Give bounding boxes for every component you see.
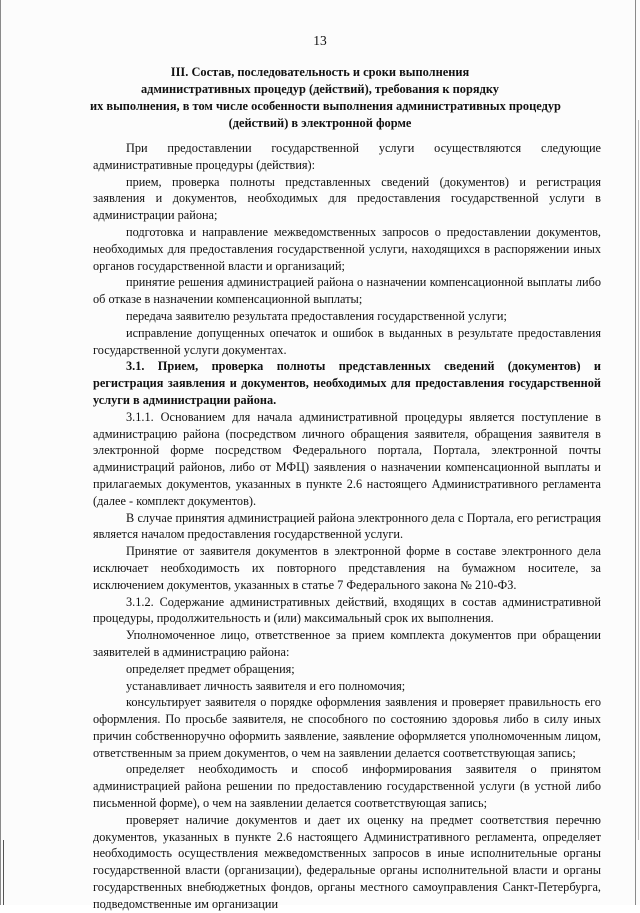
paragraph: При предоставлении государственной услуги осуществляются следующие административные процедуры (действия): (93, 141, 601, 172)
page-right-edge (635, 0, 636, 905)
paragraph: 3.1.2. Содержание административных действий, входящих в состав административной процедуры, продолжительность и (или) максимальный срок их выполнения. (93, 594, 601, 626)
paragraph: устанавливает личность заявителя и его полномочия; (126, 678, 406, 693)
paragraph: определяет предмет обращения; (126, 661, 295, 676)
section-heading-line: (действий) в электронной форме (228, 116, 412, 130)
paragraph: 3.1.1. Основанием для начала административной процедуры является поступление в администрацию района (посредством личного обращения заявителя, обращения заявителя в электронной форме посредством Федерального портала, Портала, электронной почты администраций районов, либо от МФЦ) заявления о назначении компенсационной выплаты и прилагаемых документов, указанных в пункте 2.6 настоящего Административного регламента (далее - комплект документов). (93, 409, 601, 508)
section-heading-line: III. Состав, последовательность и сроки выполнения (170, 65, 470, 79)
section-heading-line: административных процедур (действий), требования к порядку (140, 82, 499, 96)
paragraph: определяет необходимость и способ информирования заявителя о принятом администрацией района решении по предоставлению государственной услуги (в устной либо письменной форме), о чем на заявлении делается соответствующая запись; (93, 762, 601, 811)
paragraph: передача заявителю результата предоставления государственной услуги; (126, 308, 507, 323)
paragraph: консультирует заявителя о порядке оформления заявления и проверяет правильность его оформления. По просьбе заявителя, не способного по состоянию здоровья либо в силу иных причин собственноручно оформить заявление, заявление оформляется уполномоченным лицом, ответственным за прием документов, о чем на заявлении делается соответствующая запись; (93, 695, 601, 760)
paragraph: прием, проверка полноты представленных сведений (документов) и регистрация заявления и документов, необходимых для предоставления государственной услуги в администрации района; (93, 174, 601, 223)
page-number: 13 (313, 33, 327, 48)
paragraph: подготовка и направление межведомственных запросов о предоставлении документов, необходимых для предоставления государственной услуги, находящихся в распоряжении иных органов государственной власти и организаций; (93, 224, 601, 273)
paragraph: Уполномоченное лицо, ответственное за прием комплекта документов при обращении заявителей в администрацию района: (93, 628, 601, 659)
page-left-edge (0, 0, 1, 905)
paragraph: проверяет наличие документов и дает их оценку на предмет соответствия перечню документов, указанных в пункте 2.6 настоящего Административного регламента, определяет необходимость осуществления межведомственных запросов в иные исполнительные органы государственной власти (организации), федеральные органы исполнительной власти и органы государственных внебюджетных фондов, органы местного самоуправления Санкт-Петербурга, подведомственные им организации (93, 812, 601, 911)
paragraph: Принятие от заявителя документов в электронной форме в составе электронного дела исключает необходимость их повторного представления на бумажном носителе, за исключением документов, указанных в статье 7 Федерального закона № 210-ФЗ. (93, 544, 601, 592)
subsection-heading-paragraph: 3.1. Прием, проверка полноты представленных сведений (документов) и регистрация заявления и документов, необходимых для предоставления государственной услуги в администрации района. (93, 359, 601, 407)
paragraph: В случае принятия администрацией района электронного дела с Портала, его регистрация является началом предоставления государственной услуги. (93, 510, 601, 542)
paragraph: исправление допущенных опечаток и ошибок в выданных в результате предоставления государственной услуги документах. (93, 325, 601, 357)
section-heading (90, 64, 561, 132)
page-left-edge-mark (3, 840, 4, 905)
section-heading-line: их выполнения, в том числе особенности выполнения административных процедур (90, 99, 561, 113)
page-right-edge-shadow (638, 120, 639, 840)
document-body (93, 140, 601, 913)
paragraph: принятие решения администрацией района о назначении компенсационной выплаты либо об отказе в назначении компенсационной выплаты; (93, 275, 601, 307)
